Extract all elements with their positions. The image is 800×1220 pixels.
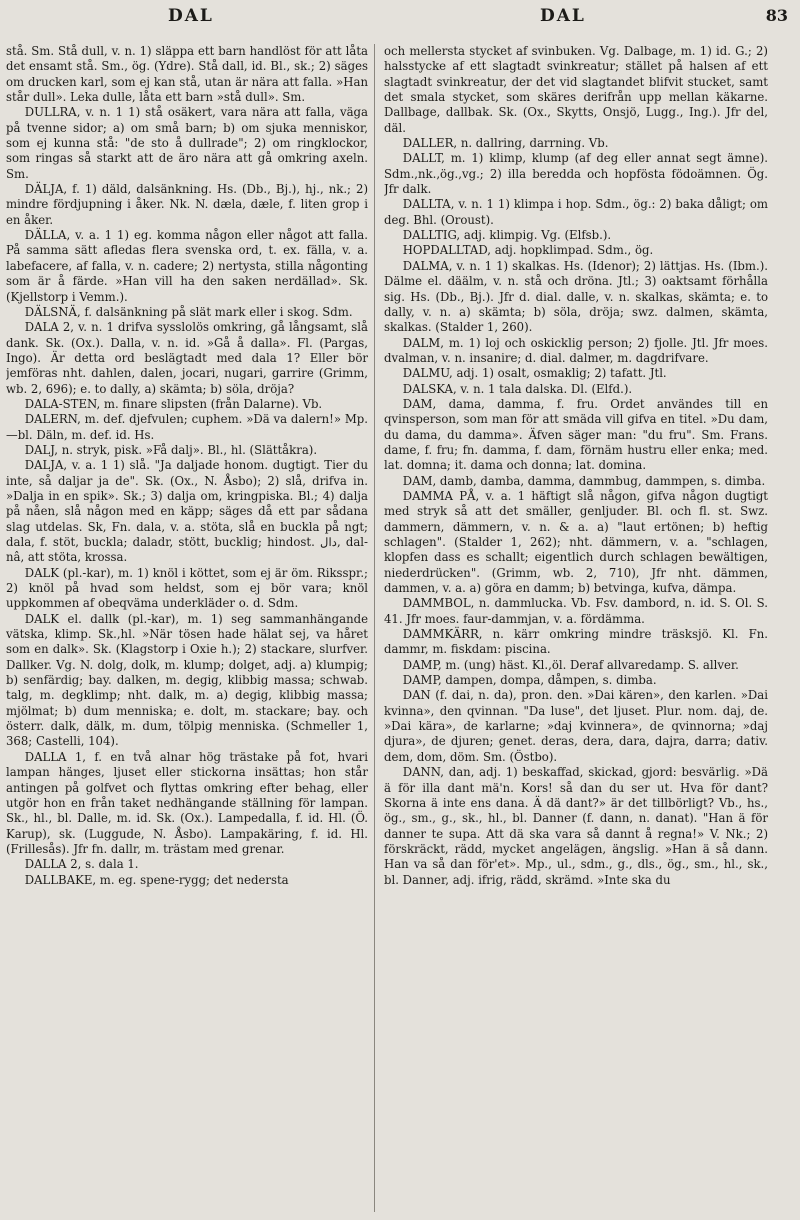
dictionary-entry: DALLTA, v. n. 1 1) klimpa i hop. Sdm., ög.: 2) baka dåligt; om deg. Bhl. (Oroust). (384, 197, 768, 227)
right-running-headword: DAL (540, 6, 586, 26)
dictionary-entry: DALLBAKE, m. eg. spene-rygg; det nedersta (24, 872, 289, 887)
dictionary-entry: DALLER, n. dallring, darrning. Vb. (402, 136, 609, 151)
column-divider (374, 44, 375, 1212)
dictionary-entry: DAN (f. dai, n. da), pron. den. »Dai kären», den karlen. »Dai kvinna», den qvinnan. "Da luse", det ljuset. Plur. nom. daj, de. »Dai kära», de karlarne; »daj kvinnera», de qvinnorna; »daj djura», de djuren; genet. deras, dera, dara, dajra, darra; dativ. dem, dom, döm. Sm. (Östbo). (384, 688, 768, 764)
dictionary-entry: DAMMKÄRR, n. kärr omkring mindre träsksjö. Kl. Fn. dammr, m. fiskdam: piscina. (384, 627, 768, 657)
dictionary-entry: DALJA, v. a. 1 1) slå. "Ja daljade honom. dugtigt. Tier du inte, så daljar ja de". Sk. (Ox., N. Åsbo); 2) slå, drifva in. »Dalja in en spik». Sk.; 3) dalja om, kringpiska. Bl.; 4) dalja på nåen, slå någon med en käpp; säges då ett par sådana slag utdelas. Sk, Fn. dala, v. a. stöta, slå en buckla på ngt; dala, f. stöt, buckla; daladr, stött, bucklig; hindost. دال, dal-nâ, att stöta, krossa. (6, 458, 368, 565)
dictionary-entry: DALK el. dallk (pl.-kar), m. 1) seg sammanhängande vätska, klimp. Sk.,hl. »När tösen hade hälat sej, va håret som en dalk». Sk. (Klagstorp i Oxie h.); 2) stackare, slurfver. Dallker. Vg. N. dolg, dolk, m. klump; dolget, adj. a) klumpig; b) senfärdig; bay. dalken, m. degig, klibbig massa; schwab. talg, m. degklimp; nht. dalk, m. a) degig, klibbig massa; mjölmat; b) dum menniska; e. dolt, m. stackare; bay. och österr. dalk, dälk, m. dum, tölpig menniska. (Schmeller 1, 368; Castelli, 104). (6, 611, 368, 749)
dictionary-entry: stå. Sm. Stå dull, v. n. 1) släppa ett barn handlöst för att låta det ensamt stå. Sm., ög. (Ydre). Stå dall, id. Bl., sk.; 2) säges om drucken karl, som ej kan stå, utan är nära att falla. »Han står dull». Leka dulle, låta ett barn »stå dull». Sm. (6, 44, 368, 105)
dictionary-entry: DULLRA, v. n. 1 1) stå osäkert, vara nära att falla, väga på tvenne sidor; a) om små barn; b) om sjuka menniskor, som ej kunna stå: "de sto å dullrade"; 2) om ringklockor, som ringas så starkt att de äro nära att gå omkring axeln. Sm. (6, 105, 368, 181)
page-header (0, 6, 800, 34)
left-column (6, 44, 368, 1212)
dictionary-entry: DALERN, m. def. djefvulen; cuphem. »Dä va dalern!» Mp.—bl. Däln, m. def. id. Hs. (6, 412, 368, 442)
dictionary-entry: DALMA, v. n. 1 1) skalkas. Hs. (Idenor); 2) lättjas. Hs. (Ibm.). Dälme el. däälm, v. n. stå och dröna. Jtl.; 3) oaktsamt förhålla sig. Hs. (Db., Bj.). Jfr d. dial. dalle, v. n. skalkas, skämta; e. to dally, v. n. a) skämta; b) söla, dröja; swz. dalmen, skämta, skalkas. (Stalder 1, 260). (384, 258, 768, 335)
page-number: 83 (765, 6, 788, 25)
dictionary-entry: DALA 2, v. n. 1 drifva sysslolös omkring, gå långsamt, slå dank. Sk. (Ox.). Dalla, v. n. id. »Gå å dalla». Fl. (Pargas, Ingo). Är detta ord beslägtadt med dala 1? Eller bör jemföras nht. dahlen, dalen, jocari, nugari, garrire (Grimm, wb. 2, 696); e. to dally, a) skämta; b) söla, dröja? (6, 320, 368, 396)
dictionary-entry: DÄLLA, v. a. 1 1) eg. komma någon eller något att falla. På samma sätt afledas flera svenska ord, t. ex. fälla, v. a. labefacere, af falla, v. n. cadere; 2) nertysta, stilla någonting som är å färde. »Han vill ha den saken nerdällad». Sk. (Kjellstorp i Vemm.). (6, 228, 368, 304)
dictionary-entry: DALLA 2, s. dala 1. (24, 857, 139, 872)
dictionary-entry: DAM, damb, damba, damma, dammbug, dammpen, s. dimba. (402, 473, 766, 488)
dictionary-entry: DÄLJA, f. 1) däld, dalsänkning. Hs. (Db., Bj.), hj., nk.; 2) mindre fördjupning i åker. Nk. N. dæla, dæle, f. liten grop i en åker. (6, 182, 368, 227)
dictionary-entry: DAMP, m. (ung) häst. Kl.,öl. Deraf allvaredamp. S. allver. (402, 657, 739, 672)
left-running-headword: DAL (168, 6, 214, 26)
dictionary-entry: DALLTIG, adj. klimpig. Vg. (Elfsb.). (402, 228, 612, 243)
dictionary-entry: DAMP, dampen, dompa, dåmpen, s. dimba. (402, 673, 657, 688)
dictionary-entry: HOPDALLTAD, adj. hopklimpad. Sdm., ög. (402, 243, 654, 258)
dictionary-entry: DALLA 1, f. en två alnar hög trästake på fot, hvari lampan hänges, ljuset eller stickorna insättas; hon står antingen på golfvet och flyttas omkring efter behag, eller utgör hon en från taket nedhängande ställning för lampan. Sk., hl., bl. Dalle, m. id. Sk. (Ox.). Lampedalla, f. id. Hl. (Ö. Karup), sk. (Luggude, N. Åsbo). Lampakäring, f. id. Hl. (Frillesås). Jfr fn. dallr, m. trästam med grenar. (6, 749, 368, 856)
dictionary-entry: DAMMA PÅ, v. a. 1 häftigt slå någon, gifva någon dugtigt med stryk så att det smäller, genljuder. Bl. och fl. st. Swz. dammern, dämmern, v. n. & a. a) "laut ertönen; b) heftig schlagen". (Stalder 1, 262); nht. dämmern, v. a. "schlagen, klopfen dass es schallt; eigentlich durch schlagen bewältigen, niederdrücken". (Grimm, wb. 2, 710), Jfr nht. dämmen, dammen, v. a. a) göra en damm; b) betvinga, kufva, dämpa. (384, 488, 768, 596)
right-column (384, 44, 768, 1212)
dictionary-entry: DALSKA, v. n. 1 tala dalska. Dl. (Elfd.). (402, 381, 633, 396)
dictionary-entry: DANN, dan, adj. 1) beskaffad, skickad, gjord: besvärlig. »Dä ä för illa dant mä'n. Kors! så dan du ser ut. Hva för dant? Skorna ä inte ens dana. Ä dä dant?» är det tillbörligt? Vb., hs., ög., sm., g., sk., hl., bl. Danner (f. dann, n. danat). "Han ä för danner te supa. Att dä ska vara så dannt å regna!» V. Nk.; 2) förskräckt, rädd, mycket angelägen, ängslig. »Han ä så dann. Han va så dan för'et». Mp., ul., sdm., g., dls., ög., sm., hl., sk., bl. Danner, adj. ifrig, rädd, skrämd. »Inte ska du (384, 765, 768, 887)
dictionary-entry: DALA-STEN, m. finare slipsten (från Dalarne). Vb. (24, 396, 323, 411)
dictionary-entry: och mellersta stycket af svinbuken. Vg. Dalbage, m. 1) id. G.; 2) halsstycke af ett slagtadt svinkreatur; stället på halsen af ett slagtadt svinkreatur, der det vid slagtandet blifvit stucket, samt det smala stycket, som skäres derifrån upp mellan käkarne. Dallbage, dallbak. Sk. (Ox., Skytts, Onsjö, Lugg., Ing.). Jfr del, däl. (384, 44, 768, 135)
dictionary-entry: DALLT, m. 1) klimp, klump (af deg eller annat segt ämne). Sdm.,nk.,ög.,vg.; 2) illa beredda och hopföstа födoämnen. Ög. Jfr dalk. (384, 151, 768, 197)
dictionary-entry: DÄLSNÄ, f. dalsänkning på slät mark eller i skog. Sdm. (24, 304, 353, 319)
dictionary-entry: DAMMBOL, n. dammlucka. Vb. Fsv. dambord, n. id. S. Ol. S. 41. Jfr moes. faur-dammjan, v. a. fördämma. (384, 596, 768, 626)
dictionary-entry: DALM, m. 1) loj och oskicklig person; 2) fjolle. Jtl. Jfr moes. dvalman, v. n. insanire; d. dial. dalmer, m. dagdrifvare. (384, 335, 768, 365)
dictionary-entry: DALK (pl.-kar), m. 1) knöl i köttet, som ej är öm. Riksspr.; 2) knöl på hvad som heldst, som ej bör vara; knöl uppkommen af obeqväma underkläder o. d. Sdm. (6, 565, 368, 611)
dictionary-entry: DALJ, n. stryk, pisk. »Få dalj». Bl., hl. (Slättåkra). (24, 442, 318, 457)
dictionary-entry: DAM, dama, damma, f. fru. Ordet användes till en qvinsperson, som man för att smäda vill gifva en titel. »Du dam, du dama, du damma». Äfven säger man: "du fru". Sm. Frans. dame, f. fru; fn. damma, f. dam, förnäm hustru eller enka; med. lat. domna; it. dama och donna; lat. domina. (384, 396, 768, 473)
dictionary-entry: DALMU, adj. 1) osalt, osmaklig; 2) tafatt. Jtl. (402, 366, 667, 381)
